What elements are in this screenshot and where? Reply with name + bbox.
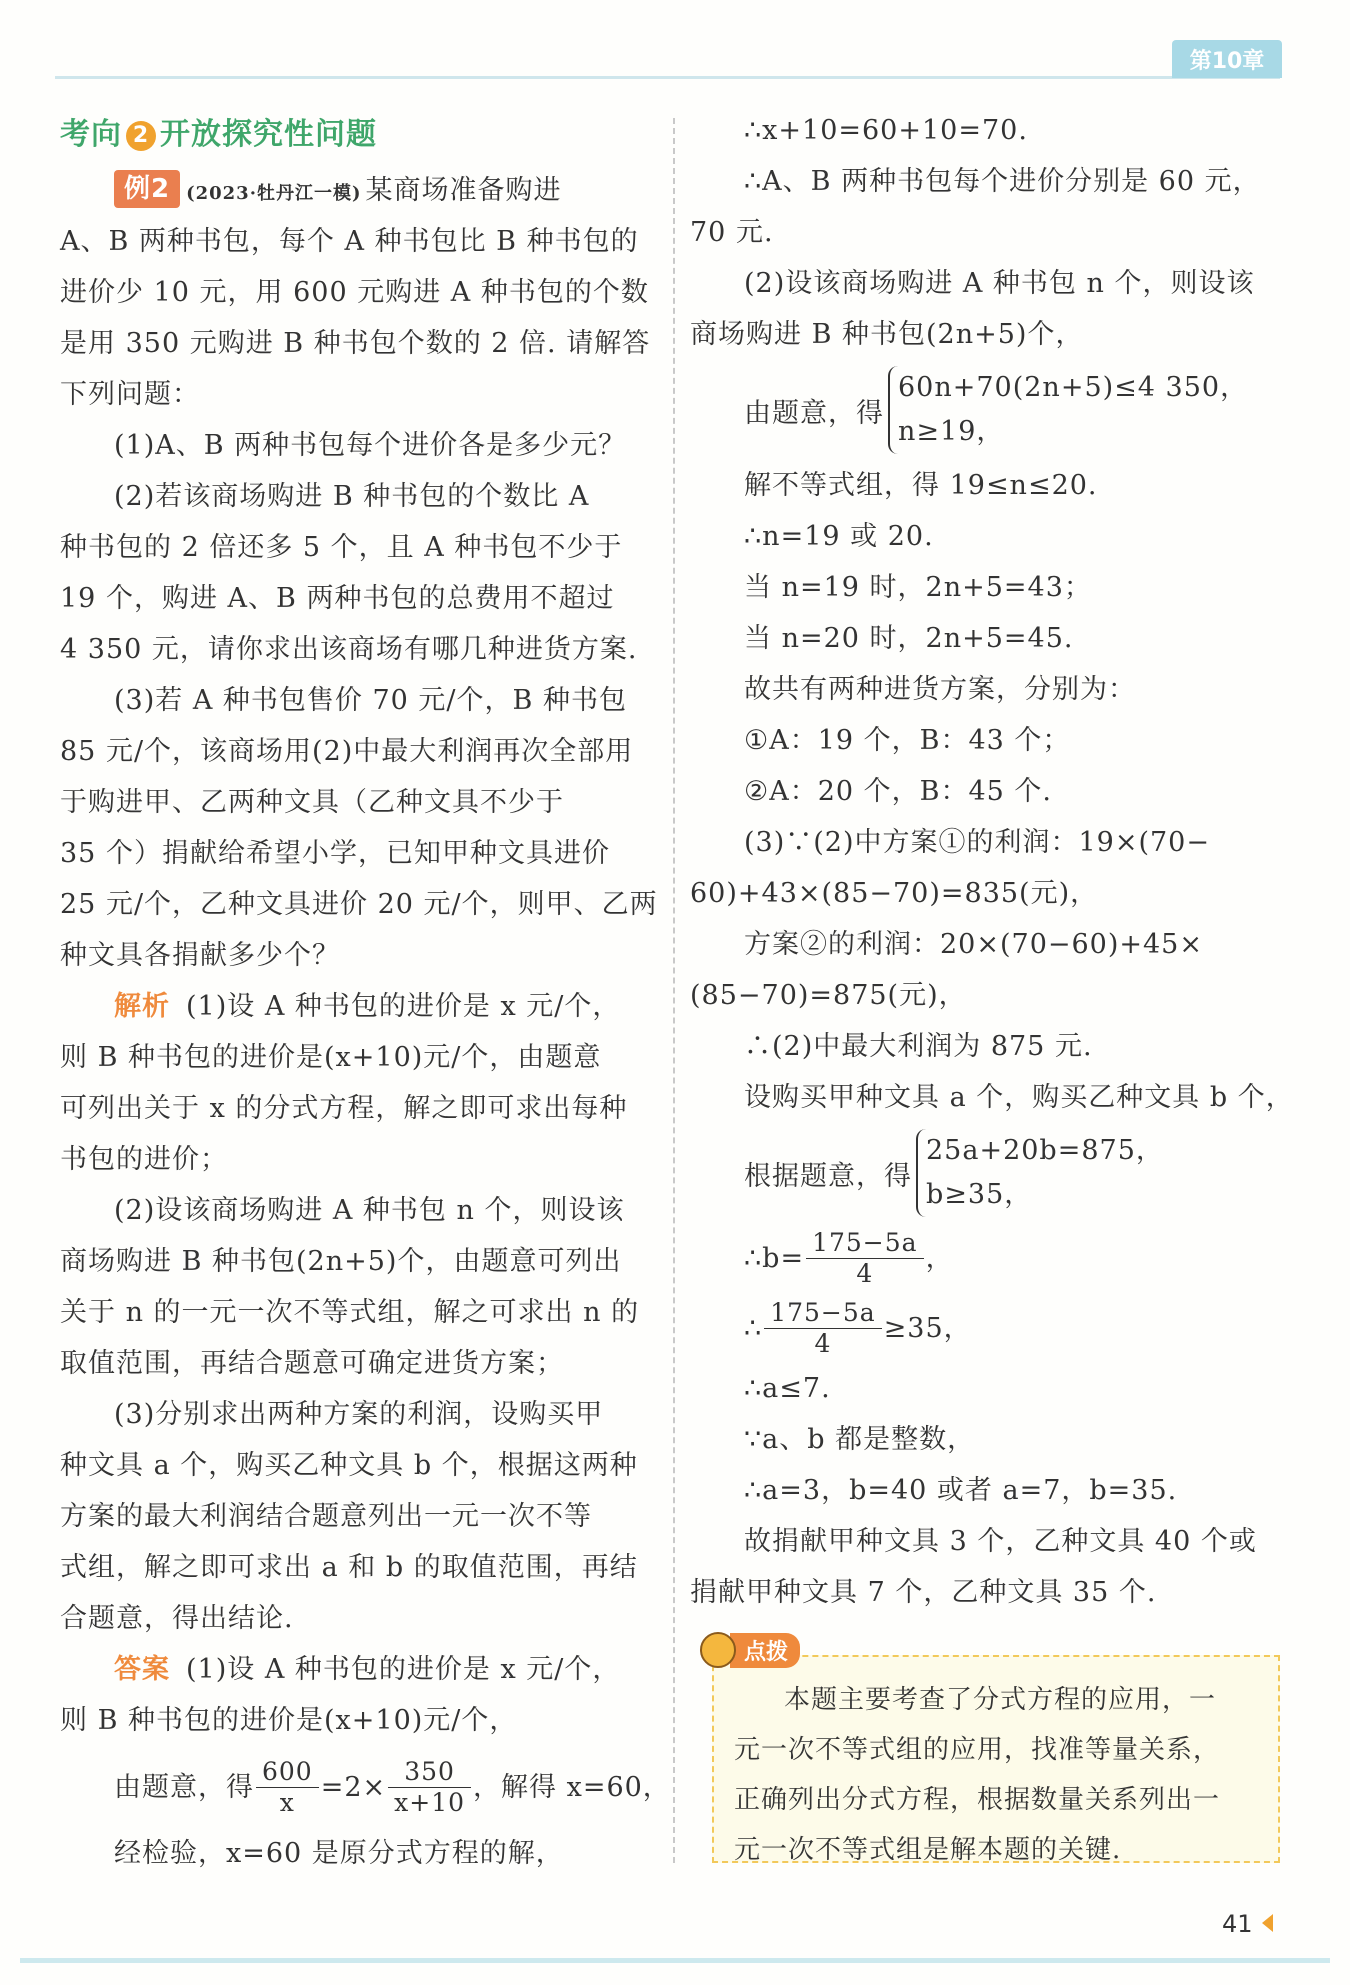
solution-line: 当 n=20 时，2n+5=45. [744,623,1074,654]
solution-line: 60)+43×(85−70)=835(元)， [690,878,1099,909]
analysis-line: 则 B 种书包的进价是(x+10)元/个，由题意 [60,1042,602,1073]
heading-prefix: 考向 [60,117,122,152]
solution-line: ∵a、b 都是整数， [744,1424,976,1455]
solution-line: (2)设该商场购进 A 种书包 n 个，则设该 [744,268,1255,299]
hint-line: 正确列出分式方程，根据数量关系列出一 [734,1785,1221,1815]
page-number: 41 [1222,1910,1253,1938]
inequality-system: 根据题意，得 25a+20b=875， b≥35， [690,1123,1290,1223]
problem-line: 85 元/个，该商场用(2)中最大利润再次全部用 [60,736,634,767]
problem-line: 35 个）捐献给希望小学，已知甲种文具进价 [60,838,610,869]
column-divider [673,118,675,1863]
solution-line: 当 n=19 时，2n+5=43； [744,572,1092,603]
hint-label: 点拨 [700,1630,800,1670]
problem-line: 25 元/个，乙种文具进价 20 元/个，则甲、乙两 [60,889,658,920]
hint-line: 元一次不等式组是解本题的关键. [734,1835,1122,1865]
chapter-tab: 第10章 [1172,40,1282,78]
fraction: $\frac{600}{x}$ [256,1757,319,1818]
answer-line: 答案 (1)设 A 种书包的进价是 x 元/个， [114,1654,621,1685]
fraction: $\frac{175-5a}{4}$ [764,1298,881,1359]
analysis-line: 书包的进价； [60,1144,228,1175]
inequality-system: 由题意，得 60n+70(2n+5)≤4 350， n≥19， [690,360,1290,460]
analysis-line: 式组，解之即可求出 a 和 b 的取值范围，再结 [60,1552,638,1583]
solution-line: 方案②的利润：20×(70−60)+45× [744,929,1203,960]
solution-line: 故捐献甲种文具 3 个，乙种文具 40 个或 [744,1526,1257,1557]
solution-line: 商场购进 B 种书包(2n+5)个， [690,319,1084,350]
mascot-icon [700,1632,736,1668]
footer-rule [20,1958,1330,1963]
heading-title: 开放探究性问题 [160,117,377,152]
analysis-line: 关于 n 的一元一次不等式组，解之可求出 n 的 [60,1297,640,1328]
problem-line: 于购进甲、乙两种文具（乙种文具不少于 [60,787,564,818]
solution-line: ②A：20 个，B：45 个. [744,776,1053,807]
problem-line: A、B 两种书包，每个 A 种书包比 B 种书包的 [60,226,639,257]
solution-line: (3)∵(2)中方案①的利润：19×(70− [744,827,1210,858]
problem-line: 种文具各捐献多少个？ [60,940,340,971]
analysis-line: 可列出关于 x 的分式方程，解之即可求出每种 [60,1093,628,1124]
problem-line: 某商场准备购进 [365,175,562,206]
solution-line: ①A：19 个，B：43 个； [744,725,1071,756]
problem-line: 种书包的 2 倍还多 5 个，且 A 种书包不少于 [60,532,623,563]
page-arrow-icon [1262,1914,1273,1932]
hint-line: 元一次不等式组的应用，找准等量关系， [734,1735,1221,1765]
solution-line: 故共有两种进货方案，分别为： [744,674,1136,705]
fraction: $\frac{175-5a}{4}$ [806,1228,923,1289]
solution-line: 设购买甲种文具 a 个，购买乙种文具 b 个， [744,1082,1294,1113]
example-badge: 例2 [114,170,180,208]
analysis-line: 方案的最大利润结合题意列出一元一次不等 [60,1501,592,1532]
analysis-line: 种文具 a 个，购买乙种文具 b 个，根据这两种 [60,1450,638,1481]
analysis-line: 解析 (1)设 A 种书包的进价是 x 元/个， [114,991,621,1022]
solution-line: 解不等式组，得 19≤n≤20. [744,470,1098,501]
section-heading [60,105,655,165]
hint-line: 本题主要考查了分式方程的应用，一 [784,1685,1217,1715]
left-column [60,105,671,1879]
problem-line: 下列问题： [60,379,200,410]
problem-line: 进价少 10 元，用 600 元购进 A 种书包的个数 [60,277,649,308]
fraction-line: ∴ $\frac{175-5a}{4}$ ≥35， [744,1297,972,1358]
solution-line: ∴A、B 两种书包每个进价分别是 60 元， [744,166,1261,197]
problem-line: 19 个，购进 A、B 两种书包的总费用不超过 [60,583,615,614]
solution-line: ∴a=3，b=40 或者 a=7，b=35. [744,1475,1178,1506]
solution-line: (85−70)=875(元)， [690,980,967,1011]
problem-line: 4 350 元，请你求出该商场有哪几种进货方案. [60,634,638,665]
equation-line: 由题意，得 $\frac{600}{x}$ =2× $\frac{350}{x+10}$ ，解得 x=60， [114,1756,671,1817]
right-column [690,105,1294,1618]
problem-line: 是用 350 元购进 B 种书包个数的 2 倍. 请解答 [60,328,651,359]
problem-line: (1)A、B 两种书包每个进价各是多少元？ [114,430,627,461]
solution-line: ∴(2)中最大利润为 875 元. [744,1031,1093,1062]
analysis-line: (3)分别求出两种方案的利润，设购买甲 [114,1399,604,1430]
heading-number-badge: 2 [126,121,156,151]
solution-line: ∴n=19 或 20. [744,521,934,552]
fraction-line: ∴b= $\frac{175-5a}{4}$ ， [744,1227,954,1288]
hint-box [712,1655,1280,1863]
problem-line: (3)若 A 种书包售价 70 元/个，B 种书包 [114,685,627,716]
answer-line: 经检验，x=60 是原分式方程的解， [114,1838,564,1869]
answer-label: 答案 [114,1654,170,1685]
example-source: (2023·牡丹江一模) [186,183,362,204]
header-rule [55,76,1280,79]
analysis-line: (2)设该商场购进 A 种书包 n 个，则设该 [114,1195,625,1226]
example-line [60,165,655,216]
analysis-line: 取值范围，再结合题意可确定进货方案； [60,1348,564,1379]
solution-line: 捐献甲种文具 7 个，乙种文具 35 个. [690,1577,1157,1608]
answer-line: 则 B 种书包的进价是(x+10)元/个， [60,1705,518,1736]
analysis-line: 商场购进 B 种书包(2n+5)个，由题意可列出 [60,1246,622,1277]
solution-line: ∴a≤7. [744,1373,831,1404]
analysis-line: 合题意，得出结论. [60,1603,294,1634]
fraction: $\frac{350}{x+10}$ [388,1757,471,1818]
solution-line: ∴x+10=60+10=70. [744,115,1028,146]
problem-line: (2)若该商场购进 B 种书包的个数比 A [114,481,590,512]
analysis-label: 解析 [114,991,170,1022]
solution-line: 70 元. [690,217,774,248]
